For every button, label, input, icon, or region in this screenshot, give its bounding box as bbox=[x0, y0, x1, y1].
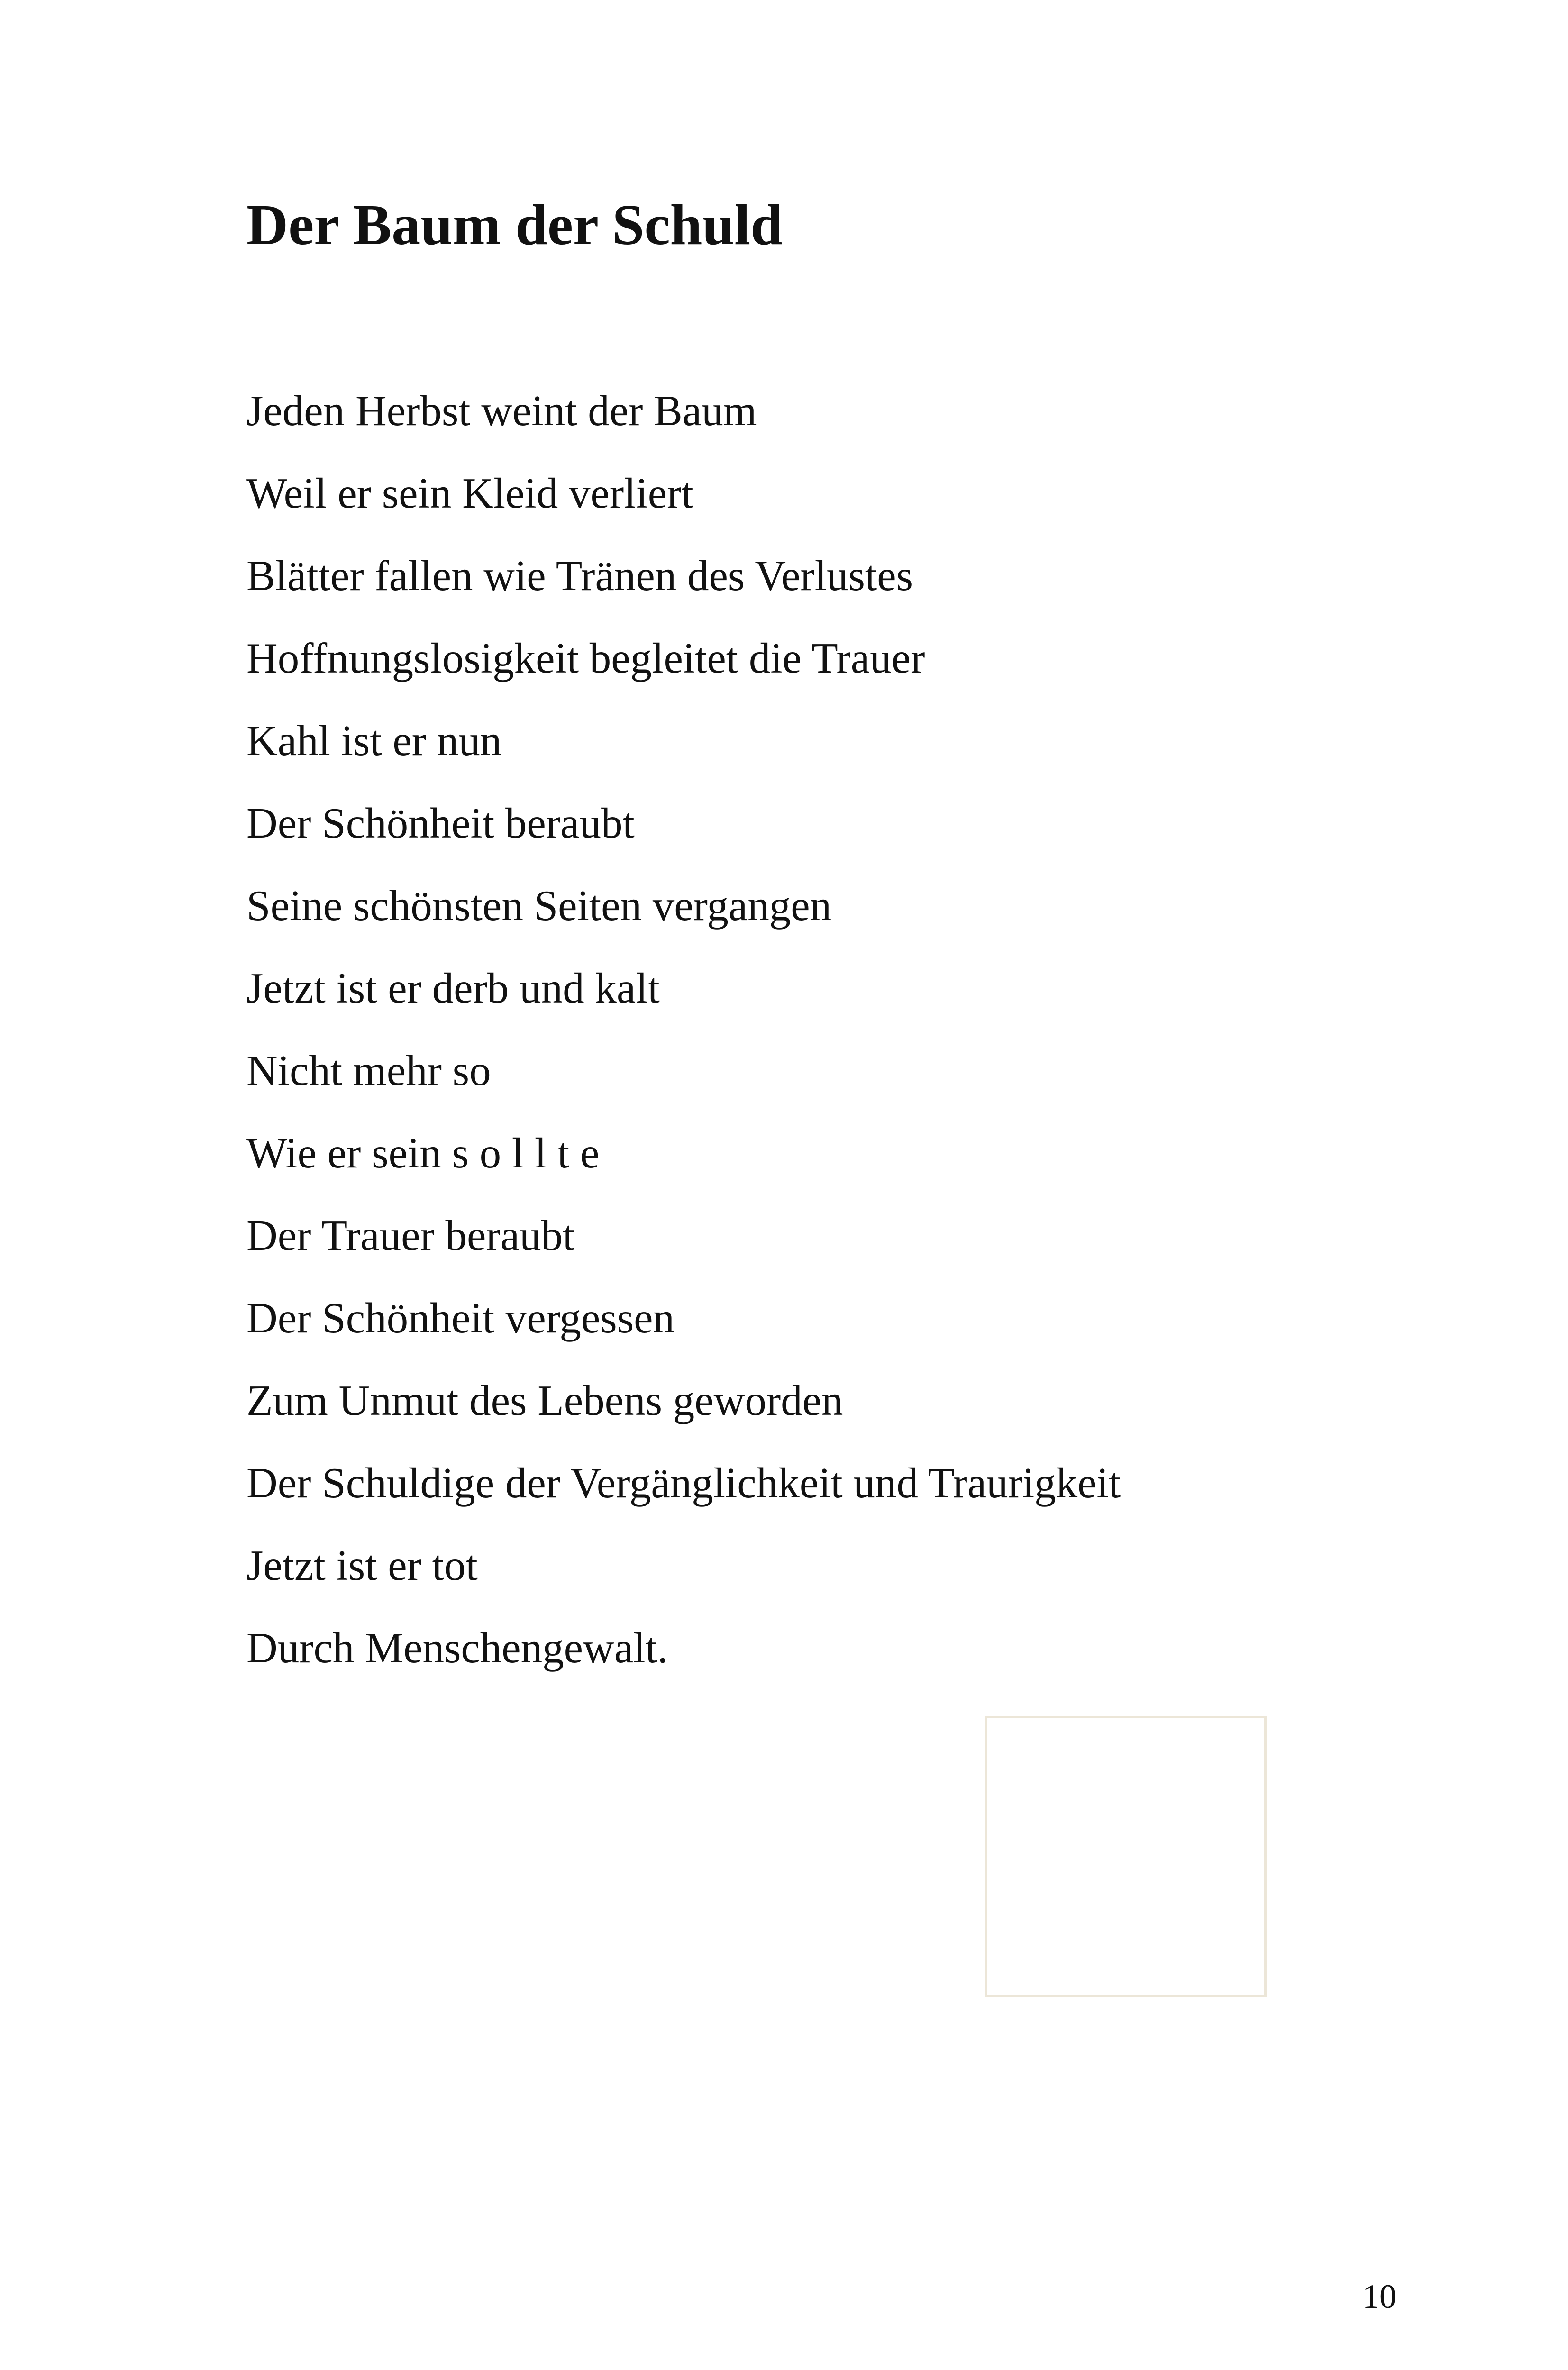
poem-body bbox=[246, 370, 1121, 1689]
empty-image-frame bbox=[985, 1716, 1267, 1997]
poem-line: Jetzt ist er tot bbox=[246, 1541, 478, 1589]
poem-line: Der Trauer beraubt bbox=[246, 1212, 575, 1259]
poem-line: Weil er sein Kleid verliert bbox=[246, 469, 693, 517]
poem-line: Seine schönsten Seiten vergangen bbox=[246, 882, 832, 930]
poem-line: Nicht mehr so bbox=[246, 1047, 491, 1094]
poem-line: Jetzt ist er derb und kalt bbox=[246, 964, 660, 1012]
poem-line: Hoffnungslosigkeit begleitet die Trauer bbox=[246, 634, 925, 682]
poem-line: Kahl ist er nun bbox=[246, 717, 502, 765]
poem-line: Blätter fallen wie Tränen des Verlustes bbox=[246, 552, 913, 600]
poem-line: Durch Menschengewalt. bbox=[246, 1624, 668, 1672]
poem-line: Der Schönheit beraubt bbox=[246, 799, 635, 847]
poem-line: Der Schuldige der Vergänglichkeit und Traurigkeit bbox=[246, 1459, 1121, 1507]
poem-line: Zum Unmut des Lebens geworden bbox=[246, 1376, 843, 1424]
poem-title: Der Baum der Schuld bbox=[246, 193, 783, 257]
page-number: 10 bbox=[1362, 2278, 1396, 2315]
poem-line: Jeden Herbst weint der Baum bbox=[246, 387, 757, 435]
poem-line: Der Schönheit vergessen bbox=[246, 1294, 675, 1342]
poem-line: Wie er sein s o l l t e bbox=[246, 1129, 600, 1177]
